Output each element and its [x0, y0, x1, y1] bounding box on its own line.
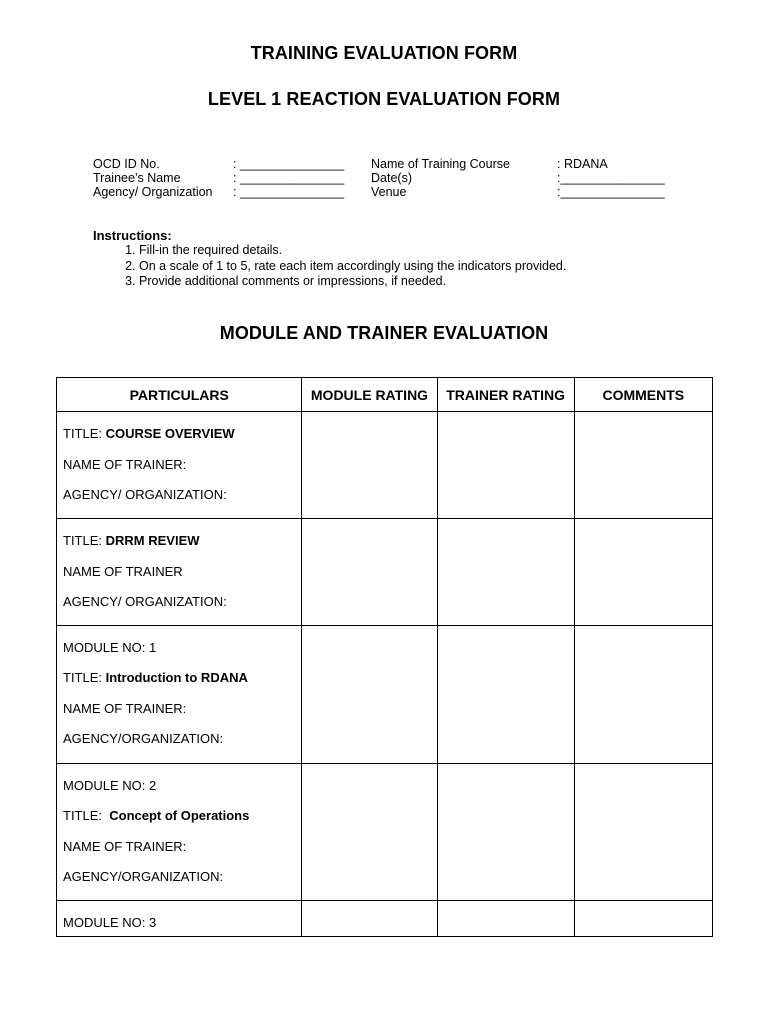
instructions-heading: Instructions: — [93, 228, 172, 243]
dates-field[interactable]: :_______________ — [557, 171, 665, 185]
trainee-info-block — [93, 157, 344, 199]
table-row — [57, 412, 713, 519]
ocd-id-field[interactable]: : _______________ — [233, 157, 345, 171]
trainee-name-label: Trainee’s Name — [93, 171, 181, 185]
form-title: TRAINING EVALUATION FORM — [250, 43, 518, 63]
module-rating-cell[interactable] — [302, 900, 437, 936]
dates-row — [371, 171, 665, 185]
instruction-item: 2. On a scale of 1 to 5, rate each item accordingly using the indicators provided. — [139, 259, 566, 275]
header-particulars: PARTICULARS — [57, 378, 302, 412]
table-row — [57, 519, 713, 626]
dates-label: Date(s) — [371, 171, 412, 185]
module-rating-cell[interactable] — [302, 519, 437, 626]
evaluation-table — [56, 377, 713, 937]
module-title: Introduction to RDANA — [105, 670, 248, 685]
agency-label: AGENCY/ORGANIZATION: — [63, 869, 224, 884]
ocd-id-row — [93, 157, 344, 171]
instruction-item: 1. Fill-in the required details. — [139, 243, 566, 259]
module-number: MODULE NO: 3 — [63, 914, 157, 930]
module-rating-cell[interactable] — [302, 625, 437, 763]
comments-cell[interactable] — [574, 519, 712, 626]
module-title: COURSE OVERVIEW — [105, 426, 235, 441]
agency-label: AGENCY/ ORGANIZATION: — [63, 487, 227, 502]
table-row — [57, 900, 713, 936]
module-number: MODULE NO: 1 — [63, 639, 157, 655]
venue-label: Venue — [371, 185, 407, 199]
comments-cell[interactable] — [574, 763, 712, 900]
instructions-block — [93, 228, 566, 290]
header-trainer-rating: TRAINER RATING — [437, 378, 574, 412]
ocd-id-label: OCD ID No. — [93, 157, 160, 171]
particulars-cell — [57, 625, 302, 763]
module-rating-cell[interactable] — [302, 763, 437, 900]
title-line: TITLE: COURSE OVERVIEW — [63, 426, 235, 441]
venue-field[interactable]: :_______________ — [557, 185, 665, 199]
module-title: Concept of Operations — [109, 808, 250, 823]
trainee-name-field[interactable]: : _______________ — [233, 171, 345, 185]
trainee-name-row — [93, 171, 344, 185]
instruction-item: 3. Provide additional comments or impressions, if needed. — [139, 274, 566, 290]
trainer-rating-cell[interactable] — [437, 412, 574, 519]
trainer-label: NAME OF TRAINER: — [63, 456, 187, 472]
module-rating-cell[interactable] — [302, 412, 437, 519]
course-name-row — [371, 157, 665, 171]
venue-row — [371, 185, 665, 199]
form-subtitle: LEVEL 1 REACTION EVALUATION FORM — [207, 89, 561, 109]
table-header-row — [57, 378, 713, 412]
trainer-label: NAME OF TRAINER — [63, 563, 183, 579]
comments-cell[interactable] — [574, 900, 712, 936]
agency-row — [93, 185, 344, 199]
comments-cell[interactable] — [574, 625, 712, 763]
trainer-label: NAME OF TRAINER: — [63, 700, 187, 716]
title-line: TITLE: Introduction to RDANA — [63, 670, 248, 685]
header-module-rating: MODULE RATING — [302, 378, 437, 412]
comments-cell[interactable] — [574, 412, 712, 519]
trainer-rating-cell[interactable] — [437, 519, 574, 626]
course-info-block — [371, 157, 665, 199]
agency-field[interactable]: : _______________ — [233, 185, 345, 199]
module-title: DRRM REVIEW — [105, 533, 200, 548]
particulars-cell — [57, 519, 302, 626]
agency-label: Agency/ Organization — [93, 185, 213, 199]
trainer-rating-cell[interactable] — [437, 763, 574, 900]
table-row — [57, 763, 713, 900]
trainer-rating-cell[interactable] — [437, 625, 574, 763]
trainer-label: NAME OF TRAINER: — [63, 838, 187, 854]
agency-label: AGENCY/ ORGANIZATION: — [63, 594, 227, 609]
title-line: TITLE: Concept of Operations — [63, 808, 250, 823]
title-line: TITLE: DRRM REVIEW — [63, 533, 200, 548]
instructions-list — [93, 243, 566, 290]
particulars-cell — [57, 412, 302, 519]
particulars-cell — [57, 763, 302, 900]
course-name-value: : RDANA — [557, 157, 608, 171]
agency-label: AGENCY/ORGANIZATION: — [63, 731, 224, 746]
particulars-cell — [57, 900, 302, 936]
course-name-label: Name of Training Course — [371, 157, 510, 171]
module-number: MODULE NO: 2 — [63, 777, 157, 793]
table-row — [57, 625, 713, 763]
header-comments: COMMENTS — [574, 378, 712, 412]
section-title: MODULE AND TRAINER EVALUATION — [219, 323, 549, 343]
trainer-rating-cell[interactable] — [437, 900, 574, 936]
